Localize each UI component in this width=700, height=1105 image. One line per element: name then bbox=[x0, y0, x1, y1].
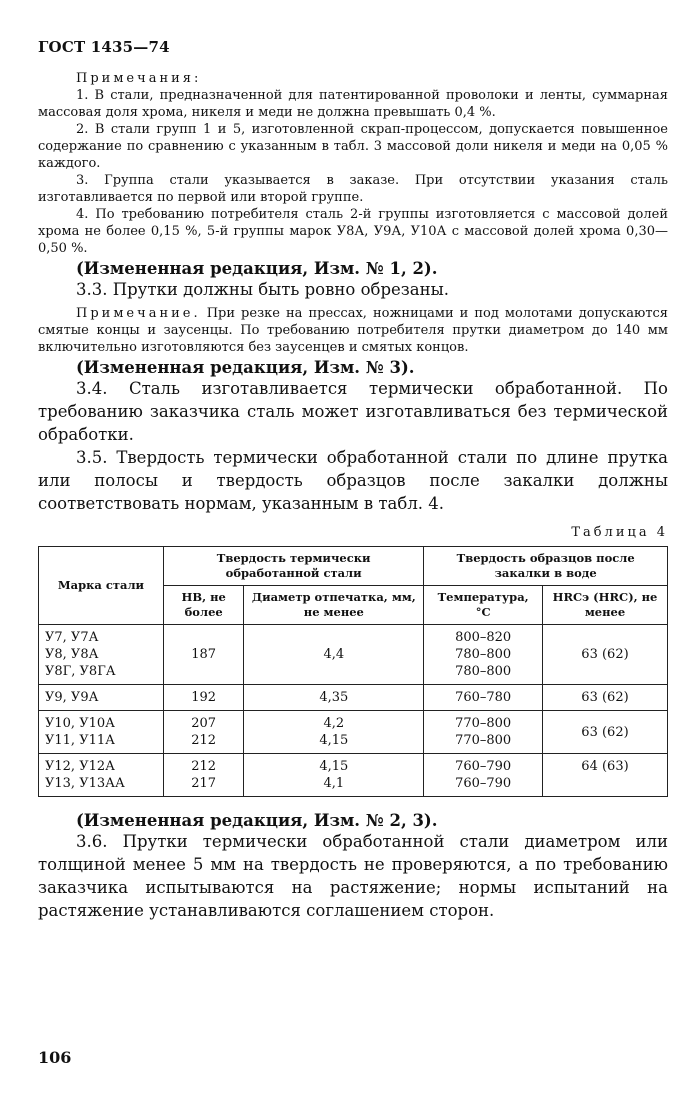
table-row bbox=[39, 754, 668, 797]
cell-hrc: 63 (62) bbox=[542, 711, 667, 754]
header-hrc: HRCэ (HRC), не менее bbox=[542, 586, 667, 625]
cell-temperature: 800–820 780–800 780–800 bbox=[424, 625, 543, 685]
page-number: 106 bbox=[38, 1048, 72, 1067]
document-page bbox=[38, 38, 668, 922]
cell-hrc: 63 (62) bbox=[542, 685, 667, 711]
note-text: При резке на прессах, ножницами и под молотами допускаются смятые концы и заусенцы. По требованию потребителя прутки диаметром до 140 мм включительно изготовляются без заусенцев и смятых концов. bbox=[38, 306, 668, 355]
notes-block bbox=[38, 70, 668, 257]
cell-mark: У9, У9А bbox=[39, 685, 164, 711]
paragraph-3-3: 3.3. Прутки должны быть ровно обрезаны. bbox=[76, 280, 449, 299]
section-3-4-3-5 bbox=[38, 377, 668, 515]
section-3-3 bbox=[38, 278, 668, 301]
cell-hb: 212 217 bbox=[164, 754, 244, 797]
cell-mark: У10, У10А У11, У11А bbox=[39, 711, 164, 754]
document-header: ГОСТ 1435—74 bbox=[38, 38, 170, 56]
header-hb: НВ, не более bbox=[164, 586, 244, 625]
header-temperature: Температура, °С bbox=[424, 586, 543, 625]
header-group-heat-treated: Твердость термически обработанной стали bbox=[164, 547, 424, 586]
note-2: 2. В стали групп 1 и 5, изготовленной скрап-процессом, допускается повышенное содержание по сравнению с указанным в табл. 3 массовой доли никеля и меди на 0,05 % каждого. bbox=[38, 122, 668, 171]
note-3-3 bbox=[38, 305, 668, 356]
paragraph-3-6: 3.6. Прутки термически обработанной стали диаметром или толщиной менее 5 мм на твердость не проверяются, а по требованию заказчика испытываются на растяжение; нормы испытаний на растяжение устанавливаются соглашением сторон. bbox=[38, 832, 668, 920]
header-diameter: Диаметр отпечатка, мм, не менее bbox=[244, 586, 424, 625]
cell-temperature: 760–790 760–790 bbox=[424, 754, 543, 797]
cell-hrc: 63 (62) bbox=[542, 625, 667, 685]
cell-diameter: 4,35 bbox=[244, 685, 424, 711]
cell-diameter: 4,2 4,15 bbox=[244, 711, 424, 754]
section-3-6 bbox=[38, 830, 668, 922]
cell-hb: 192 bbox=[164, 685, 244, 711]
cell-mark: У12, У12А У13, У13АА bbox=[39, 754, 164, 797]
cell-hb: 207 212 bbox=[164, 711, 244, 754]
edit-note-2: (Измененная редакция, Изм. № 3). bbox=[76, 358, 415, 377]
cell-temperature: 760–780 bbox=[424, 685, 543, 711]
note-label: Примечание. bbox=[76, 306, 201, 321]
cell-diameter: 4,15 4,1 bbox=[244, 754, 424, 797]
edit-note-3: (Измененная редакция, Изм. № 2, 3). bbox=[76, 811, 438, 830]
note-3: 3. Группа стали указывается в заказе. При отсутствии указания сталь изготавливается по первой или второй группе. bbox=[38, 173, 668, 205]
table-row bbox=[39, 711, 668, 754]
cell-hb: 187 bbox=[164, 625, 244, 685]
table-row bbox=[39, 685, 668, 711]
cell-diameter: 4,4 bbox=[244, 625, 424, 685]
edit-note-1: (Измененная редакция, Изм. № 1, 2). bbox=[76, 259, 438, 278]
paragraph-3-4: 3.4. Сталь изготавливается термически обработанной. По требованию заказчика сталь может изготавливаться без термической обработки. bbox=[38, 379, 668, 444]
cell-temperature: 770–800 770–800 bbox=[424, 711, 543, 754]
hardness-table bbox=[38, 546, 668, 797]
cell-mark: У7, У7А У8, У8А У8Г, У8ГА bbox=[39, 625, 164, 685]
table-title: Таблица 4 bbox=[571, 525, 668, 540]
cell-hrc: 64 (63) bbox=[542, 754, 667, 797]
header-mark: Марка стали bbox=[39, 547, 164, 625]
note-4: 4. По требованию потребителя сталь 2-й группы изготовляется с массовой долей хрома не более 0,15 %, 5-й группы марок У8А, У9А, У10А с массовой долей хрома 0,30—0,50 %. bbox=[38, 207, 668, 256]
table-row bbox=[39, 625, 668, 685]
note-1: 1. В стали, предназначенной для патентированной проволоки и ленты, суммарная массовая доля хрома, никеля и меди не должна превышать 0,4 %. bbox=[38, 88, 668, 120]
notes-title: Примечания: bbox=[76, 71, 202, 86]
paragraph-3-5: 3.5. Твердость термически обработанной стали по длине прутка или полосы и твердость образцов после закалки должны соответствовать нормам, указанным в табл. 4. bbox=[38, 448, 668, 513]
header-group-quenched: Твердость образцов после закалки в воде bbox=[424, 547, 668, 586]
